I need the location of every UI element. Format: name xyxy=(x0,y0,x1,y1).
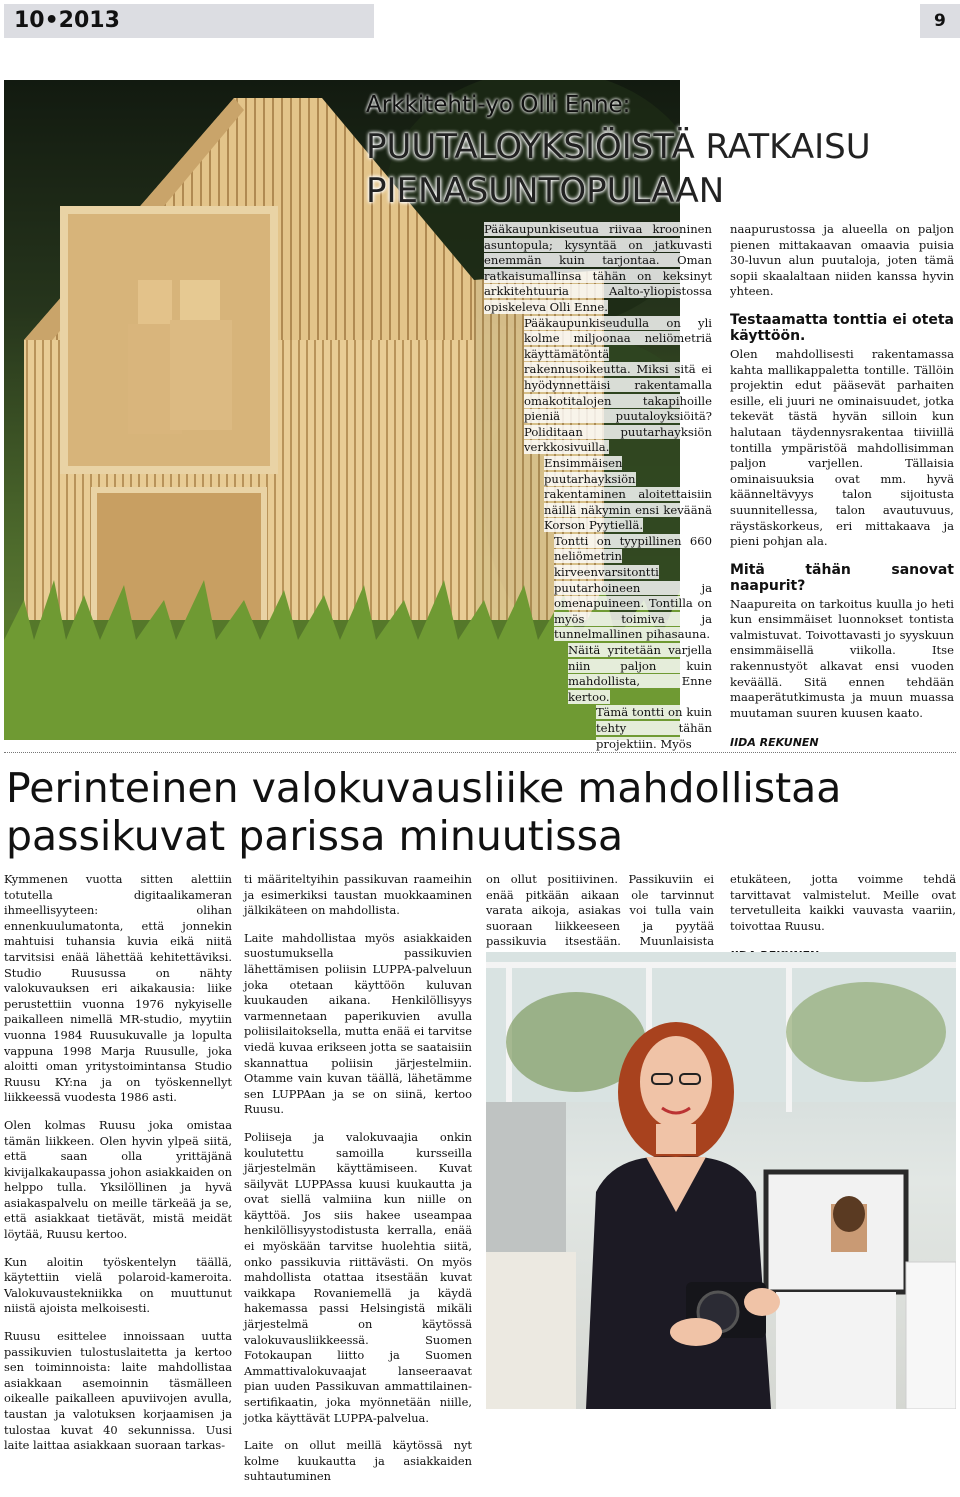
body-paragraph: Naapureita on tarkoitus kuulla jo heti kun ensimmäiset luonnokset tontista valmistuvat. Toivottavasti jo syyskuun ensimmäisellä viikolla. Itse rakennustyöt alkavat ensi vuoden keväällä. Sitä ennen tehdään maaperätutkimusta ja muun muassa muutaman suuren kuusen kaato. xyxy=(730,596,954,720)
article2-column-2 xyxy=(244,872,472,1497)
body-paragraph: Olen mahdollisesti rakentamassa kahta mallikappaletta tontille. Tällöin projektin edut pääsevät parhaiten esille, eli juuri ne ominaisuudet, jotka tekevät tästä hyvän silloin kun halutaan täydennysrakentaa tiiviillä tontilla ympäristöä mahdollisimman paljon varjellen. Tällaisia ominaisuuksia ovat mm. hyvä käänneltävyys talon sijoitusta suunnitellessa, talon avautuvuus, räystäskorkeus, eri mittakaava ja pieni pohjan ala. xyxy=(730,346,954,549)
body-paragraph: Kun aloitin työskentelyn täällä, käytettiin vielä polaroid-kameroita. Valokuvaustekniikka on muuttunut niistä ajoista melkoisesti. xyxy=(4,1254,232,1316)
lead-paragraph: Pääkaupunkiseutua riivaa krooninen asuntopula; kysyntää on jatkuvasti enemmän kuin tarjontaa. Oman ratkaisumallinsa tähän on keksinyt arkkitehtuuria Aalto-yliopistossa opiskeleva Olli Enne. xyxy=(484,222,712,314)
page-number: 9 xyxy=(934,11,946,31)
subheading: Testaamatta tonttia ei oteta käyttöön. xyxy=(730,311,954,344)
body-paragraph: Ruusu esittelee innoissaan uutta passikuvien tulostuslaitetta ja kertoo sen toiminnoista: laite mahdollistaa asiakkaan asemoinnin täsmälleen oikealle paikalleen apuviivojen avulla, taustan ja valotuksen korjaamisen ja tulostaa kuvat 40 sekunnissa. Uusi laite laittaa asiakkaan suoraan tarkas- xyxy=(4,1329,232,1453)
body-paragraph: Poliiseja ja valokuvaajia onkin koulutettu samoilla kursseilla järjestelmän käyttämiseen. Kuvat säilyvät LUPPAssa kuusi kuukautta ja ovat siellä valmiina kun niille on käyttöä. Jos siis hakee useampaa henkilöllisyystodistusta kerralla, enää ei myöskään tarvitse huolehtia siitä, onko passikuvia riittävästi. On myös mahdollista otattaa itsestään kuvat vaikkapa Rovaniemellä ja käydä hakemassa passi Helsingistä mikäli järjestelmä on käytössä valokuvausliikkeessä. Suomen Fotokaupan liitto ja Suomen Ammattivalokuvaajat lanseeraavat pian uuden Passikuvan ammattilainen-sertifikaatin, joka myönnetään niille, jotka käyttävät LUPPA-palvelua. xyxy=(244,1129,472,1425)
body-paragraph: Tontti on tyypillinen 660 neliömetrin kirveenvarsitontti puutarhoineen ja omenapuineen. Tontilla on myös toimiva ja tunnelmallinen pihasauna. xyxy=(554,533,712,642)
body-paragraph: Näitä yritetään varjella niin paljon kuin mahdollista, Enne kertoo. xyxy=(568,643,712,704)
body-paragraph: Ensimmäisen puutarhayksiön rakentaminen aloitettaisiin näillä näkymin ensi keväänä Korson Pyytiellä. xyxy=(544,455,712,533)
body-paragraph: etukäteen, jotta voimme tehdä tarvittavat valmistelut. Meille ovat tervetulleita kaikki vauvasta vaariin, toivottaa Ruusu. xyxy=(730,872,956,933)
page-number-bar xyxy=(920,4,960,38)
body-paragraph: naapurustossa ja alueella on paljon pienen mittakaavan omaavia puisia 30-luvun alun puutaloja, joten tämä sopii skaalaltaan niiden kanssa hyvin yhteen. xyxy=(730,222,954,299)
body-paragraph: Tämä tontti on kuin tehty tähän projektiin. Myös xyxy=(596,705,712,751)
article1-kicker: Arkkitehti-yo Olli Enne: xyxy=(366,92,631,118)
body-paragraph: on ollut positiivinen. Passikuviin ei enää pitkään aikaan ole tarvinnut varata aikoja, asiakas voi tulla vain suoraan liikkeeseen ja pyytää passikuvia itsestään. Muunlaisista xyxy=(486,872,714,949)
issue-bar xyxy=(4,4,374,38)
article2-column-4 xyxy=(730,872,956,964)
body-paragraph: Olen kolmas Ruusu joka omistaa tämän liikkeen. Olen hyvin ylpeä siitä, että saan olla yrittäjänä kivijalkakaupassa johon asiakkaiden on helppo tulla. Yksilöllinen ja hyvä asiakaspalvelu on meille tärkeää ja se, että asiakkaat tietävät, mistä meidät löytää, Ruusu kertoo. xyxy=(4,1117,232,1242)
article2-column-1 xyxy=(4,872,232,1466)
issue-label: 10•2013 xyxy=(14,8,120,33)
body-paragraph: Kymmenen vuotta sitten alettiin totutella digitaalikameran ihmeellisyyteen: olihan ennenkuulumatonta, että jonnekin mahtuisi tuhansia kuvia eikä niitä tarvitsisi enää lähettää kehitettäviksi. Studio Ruusussa on nähty valokuvauksen eri aikakausia: liike perustettiin vuonna 1976 nykyiselle paikalleen nimellä MR-studio, myytiin vuonna 1984 Ruusukuvalle ja lopulta vappuna 1998 Marja Ruusulle, joka aloitti oman yritystoimintansa Studio Ruusu KY:na ja on työskennellyt liikkeessä vuodesta 1986 asti. xyxy=(4,872,232,1105)
article2-headline: Perinteinen valokuvausliike mahdollistaa passikuvat parissa minuutissa xyxy=(6,764,842,860)
byline: IIDA REKUNEN xyxy=(730,736,819,750)
body-paragraph: Pääkaupunkiseudulla on yli kolme miljoonaa neliömetriä käyttämätöntä rakennusoikeutta. Miksi sitä ei hyödynnettäisi rakentamalla omakotitalojen takapihoille pieniä puutaloyksiöitä? Poliditaan puutarhayksiön verkkosivuilla. xyxy=(524,315,712,455)
article1-right-column xyxy=(730,222,954,751)
article1-headline: PUUTALOYKSIÖISTÄ RATKAISU PIENASUNTOPULAAN xyxy=(366,127,871,211)
photographer-illustration xyxy=(486,952,956,1409)
section-divider xyxy=(4,752,956,753)
body-paragraph: Laite mahdollistaa myös asiakkaiden suostumuksella passikuvien lähettämisen poliisin LUPPA-palveluun joka otetaan käyttöön kuluvan kuukauden aikana. Henkilöllisyys varmennetaan paperikuvien avulla poliisilaitoksella, mutta enää ei tarvitse viedä kuvaa erikseen jotta se saataisiin skannattua poliisin järjestelmiin. Otamme vain kuvan täällä, lähetämme sen LUPPAan ja se on siinä, kertoo Ruusu. xyxy=(244,930,472,1117)
body-paragraph: ti määriteltyihin passikuvan raameihin ja esimerkiksi taustan muokkaaminen jälkikäteen on mahdollista. xyxy=(244,872,472,918)
subheading: Mitä tähän sanovat naapurit? xyxy=(730,561,954,594)
photographer-photo xyxy=(486,952,956,1409)
body-paragraph: Laite on ollut meillä käytössä nyt kolme kuukautta ja asiakkaiden suhtautuminen xyxy=(244,1438,472,1484)
article1-lead-text xyxy=(484,222,712,752)
